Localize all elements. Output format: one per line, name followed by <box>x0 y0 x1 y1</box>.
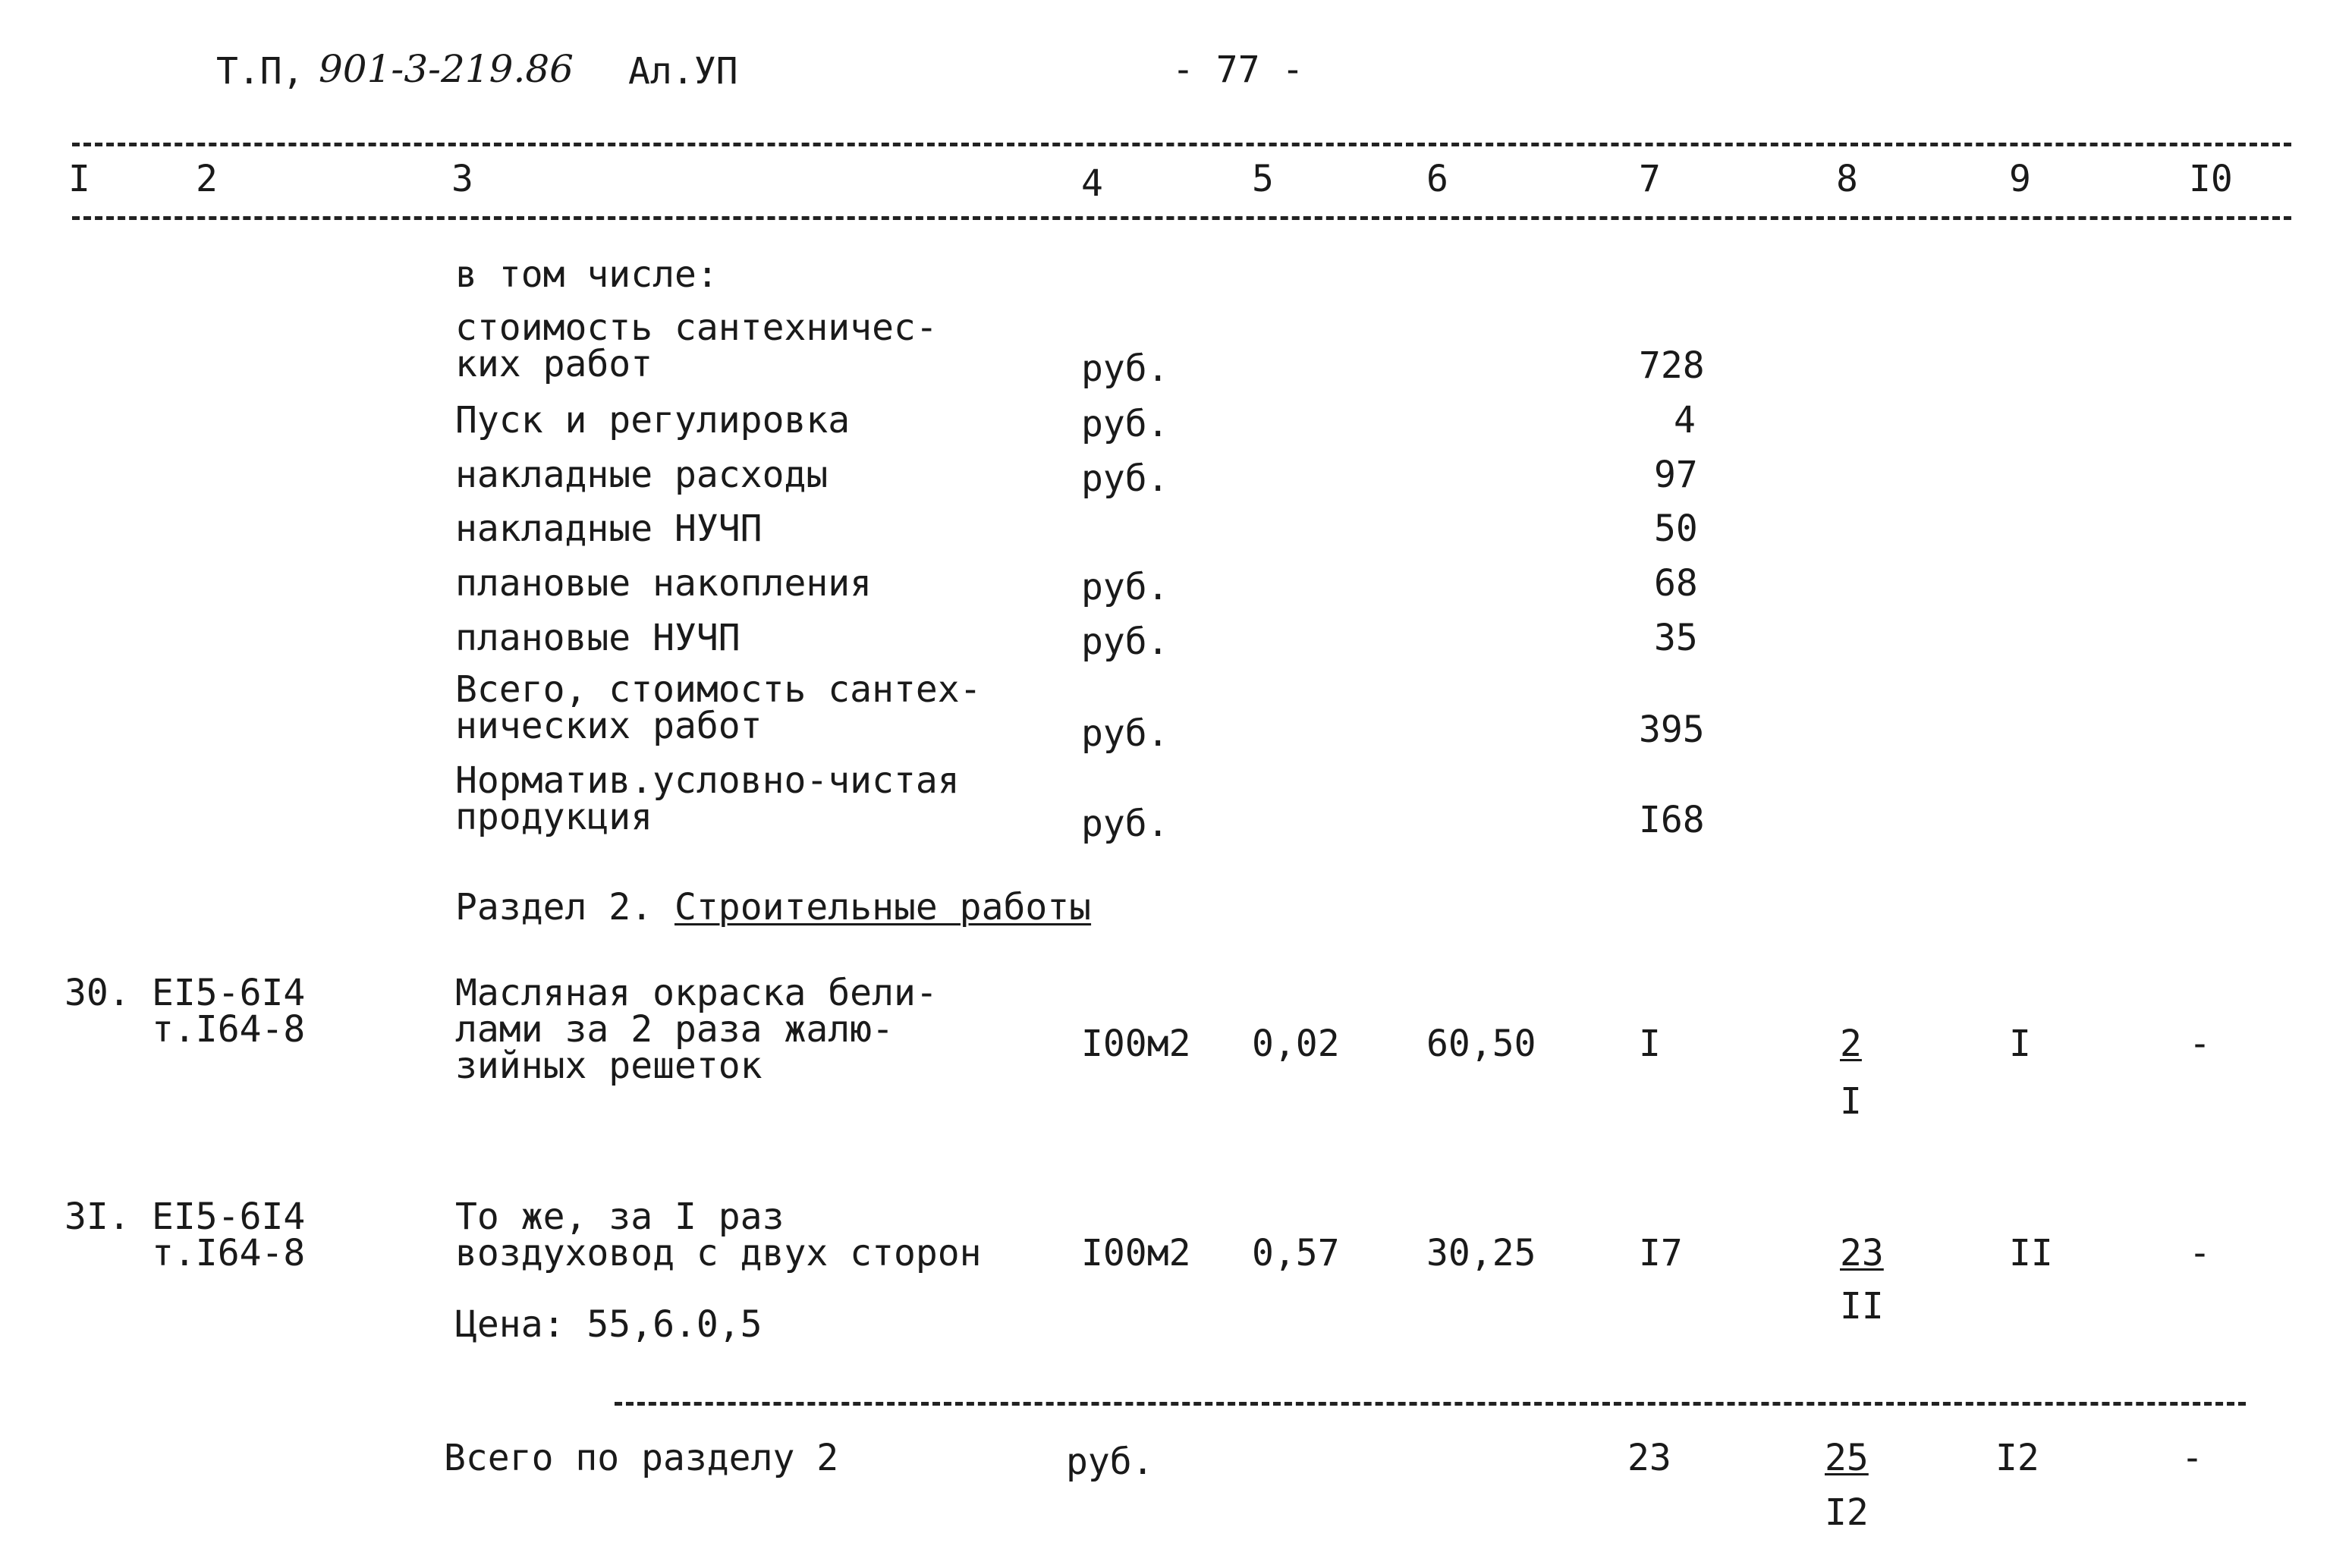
page-number: - 77 - <box>1172 49 1304 91</box>
subtotal-row-unit: руб. <box>1081 403 1169 445</box>
col-header-10: I0 <box>2189 158 2233 200</box>
item-col9: II <box>2009 1232 2053 1274</box>
subtotal-row-name: Всего, стоимость сантех- нических работ <box>455 668 982 747</box>
item-col8-bottom: II <box>1840 1285 1884 1328</box>
subtotal-row-name: плановые накопления <box>455 562 873 605</box>
col-header-7: 7 <box>1639 158 1661 200</box>
footer-label: Всего по разделу 2 <box>444 1437 839 1479</box>
subtotal-intro: в том числе: <box>455 253 718 296</box>
col-header-6: 6 <box>1426 158 1448 200</box>
item-price: 60,50 <box>1426 1023 1536 1065</box>
album-ref: Ал.УП <box>628 50 738 93</box>
subtotal-row-unit: руб. <box>1081 712 1169 755</box>
subtotal-row-value: 728 <box>1639 344 1705 387</box>
item-total: I7 <box>1639 1232 1683 1274</box>
item-code: EI5-6I4 т.I64-8 <box>152 1196 306 1274</box>
item-col10: - <box>2189 1023 2211 1065</box>
item-name: Масляная окраска бели- лами за 2 раза жалю- зийных решеток <box>455 972 938 1087</box>
col-header-9: 9 <box>2009 158 2031 200</box>
item-price: 30,25 <box>1426 1232 1536 1274</box>
subtotal-row-unit: руб. <box>1081 457 1169 500</box>
subtotal-row-name: плановые НУЧП <box>455 617 741 659</box>
item-name: То же, за I раз воздуховод с двух сторон <box>455 1196 982 1274</box>
subtotal-row-value: 4 <box>1674 399 1696 441</box>
item-unit: I00м2 <box>1081 1232 1191 1274</box>
col-header-4: 4 <box>1081 162 1103 205</box>
footer-total: 23 <box>1627 1437 1671 1479</box>
item-number: 3I. <box>64 1196 130 1238</box>
col-header-3: 3 <box>451 158 473 200</box>
item-total: I <box>1639 1023 1661 1065</box>
footer-unit: руб. <box>1066 1441 1154 1483</box>
subtotal-row-name: накладные НУЧП <box>455 507 763 550</box>
subtotal-row-value: 97 <box>1654 454 1698 496</box>
subtotal-row-value: 50 <box>1654 507 1698 550</box>
header-rule-bottom <box>72 216 2291 220</box>
section-prefix: Раздел 2. <box>455 886 653 929</box>
subtotal-row-unit: руб. <box>1081 347 1169 390</box>
subtotal-row-unit: руб. <box>1081 803 1169 845</box>
subtotal-row-value: I68 <box>1639 799 1705 841</box>
header-rule-top <box>72 143 2291 146</box>
col-header-8: 8 <box>1836 158 1858 200</box>
footer-col9: I2 <box>1995 1437 2039 1479</box>
section-heading <box>455 886 1092 929</box>
item-number: 30. <box>64 972 130 1014</box>
item-col8-top: 2 <box>1840 1023 1862 1065</box>
col-header-2: 2 <box>196 158 218 200</box>
item-qty: 0,57 <box>1252 1232 1340 1274</box>
item-col8-bottom: I <box>1840 1080 1862 1123</box>
section-title: Строительные работы <box>674 886 1092 929</box>
footer-rule <box>615 1402 2246 1406</box>
footer-col8-bottom: I2 <box>1825 1491 1869 1534</box>
item-qty: 0,02 <box>1252 1023 1340 1065</box>
subtotal-row-name: накладные расходы <box>455 454 829 496</box>
item-col8-top: 23 <box>1840 1232 1884 1274</box>
footer-col8-top: 25 <box>1825 1437 1869 1479</box>
item-note: Цена: 55,6.0,5 <box>455 1303 763 1346</box>
subtotal-row-unit: руб. <box>1081 621 1169 663</box>
subtotal-row-unit: руб. <box>1081 566 1169 608</box>
doc-series: Т.П, <box>216 50 304 93</box>
item-code: EI5-6I4 т.I64-8 <box>152 972 306 1051</box>
subtotal-row-value: 68 <box>1654 562 1698 605</box>
footer-col10: - <box>2181 1437 2203 1479</box>
subtotal-row-value: 35 <box>1654 617 1698 659</box>
subtotal-row-value: 395 <box>1639 709 1705 751</box>
subtotal-row-name: стоимость сантехничес- ких работ <box>455 306 938 385</box>
col-header-5: 5 <box>1252 158 1274 200</box>
subtotal-row-name: Пуск и регулировка <box>455 399 851 441</box>
project-number: 901-3-219.86 <box>319 47 574 91</box>
item-col10: - <box>2189 1232 2211 1274</box>
item-unit: I00м2 <box>1081 1023 1191 1065</box>
subtotal-row-name: Норматив.условно-чистая продукция <box>455 759 960 838</box>
item-col9: I <box>2009 1023 2031 1065</box>
col-header-1: I <box>68 158 90 200</box>
